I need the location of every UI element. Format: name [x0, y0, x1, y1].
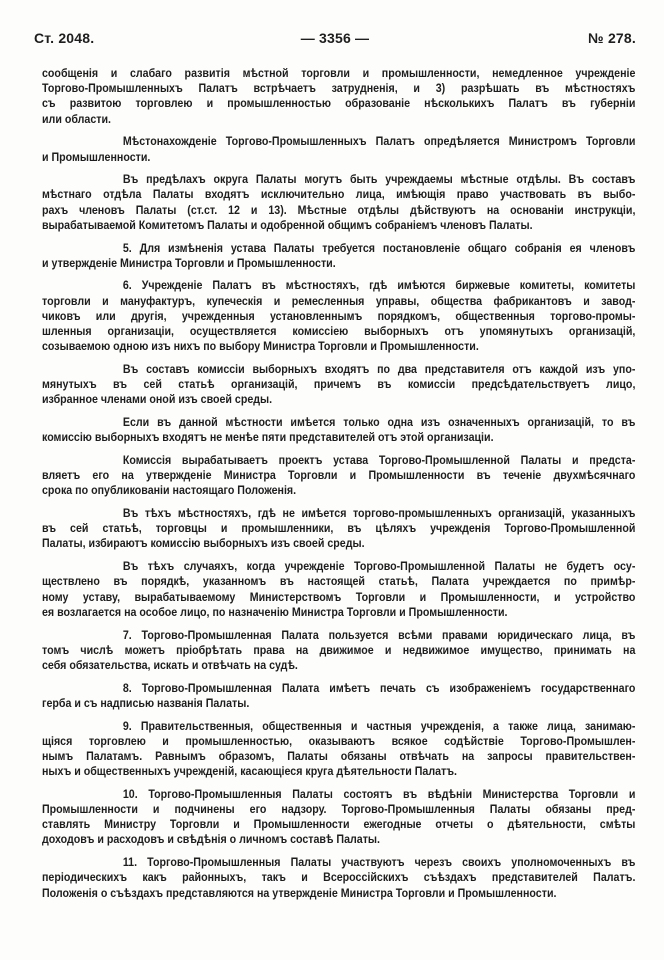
text-line: мянутыхъ въ сей статьѣ организацій, причемъ въ комиссіи предсѣдательствуетъ лицо,	[42, 377, 636, 392]
text-line: въ сей статьѣ, торговцы и промышленники, въ цѣляхъ учрежденія Торгово-Промышленной	[42, 521, 636, 536]
text-line: Промышленности и подчинены его надзору. Торгово-Промышленныя Палаты обязаны пред-	[42, 802, 636, 817]
text-line: доходовъ и расходовъ и свѣдѣнія о личномъ составѣ Палаты.	[42, 832, 380, 847]
text-line: ныхъ и общественныхъ учрежденій, касающіеся круга дѣятельности Палатъ.	[42, 764, 457, 779]
paragraph	[42, 855, 635, 901]
text-line: нымъ Палатамъ. Равнымъ образомъ, Палаты обязаны отвѣчать на запросы правительствен-	[42, 748, 636, 763]
text-line: себя обязательства, искать и отвѣчать на судѣ.	[42, 657, 298, 672]
paragraph	[42, 681, 635, 711]
text-line: Палаты, избираютъ комиссію выборныхъ изъ своей среды.	[42, 536, 365, 551]
text-line: ея возлагается на особое лицо, по назначенію Министра Торговли и Промышленности.	[42, 604, 508, 619]
text-line: Въ составъ комиссіи выборныхъ входятъ по два представителя отъ каждой изъ упо-	[122, 361, 636, 376]
text-line: шленныя организаціи, осуществляется комиссіею выборныхъ отъ упомянутыхъ организацій,	[42, 324, 636, 339]
text-line: чиковъ или другія, учрежденныя установленнымъ порядкомъ, общественныя торгово-промы-	[42, 308, 636, 323]
text-line: Въ тѣхъ мѣстностяхъ, гдѣ не имѣется торгово-промышленныхъ организацій, указанныхъ	[122, 506, 636, 521]
text-line: сообщенія и слабаго развитія мѣстной торговли и промышленности, немедленное учрежденіе	[42, 66, 636, 80]
paragraph	[42, 559, 635, 620]
paragraph	[42, 787, 635, 848]
text-line: ному уставу, вырабатываемому Министерствомъ Торговли и Промышленности, и устройство	[42, 589, 636, 604]
paragraph	[42, 628, 635, 674]
text-line: и Промышленности.	[42, 149, 151, 164]
paragraph	[42, 453, 635, 499]
text-line: вляетъ его на утвержденіе Министра Торговли и Промышленности въ теченіе двухмѣсячнаго	[42, 468, 636, 483]
text-line: Положенія о съѣздахъ представляются на утвержденіе Министра Торговли и Промышленности.	[42, 885, 557, 900]
text-line: вырабатываемой Комитетомъ Палаты и одобренной общимъ собраніемъ членовъ Палаты.	[42, 217, 533, 232]
text-line: ставлять Министру Торговли и Промышленности ежегодные отчеты о дѣятельности, смѣты	[42, 817, 636, 832]
text-line: періодическихъ какъ районныхъ, такъ и Всероссійскихъ съѣздахъ представителей Палатъ.	[42, 870, 636, 885]
text-line: созываемою одною изъ нихъ по выбору Министра Торговли и Промышленности.	[42, 339, 479, 354]
text-line: 8. Торгово-Промышленная Палата имѣетъ печать съ изображеніемъ государственнаго	[122, 680, 636, 695]
text-line: щіяся торговлею и промышленностью, оказываютъ всякое содѣйствіе Торгово-Промышлен-	[42, 733, 636, 748]
text-line: 6. Учрежденіе Палатъ въ мѣстностяхъ, гдѣ имѣются биржевые комитеты, комитеты	[122, 278, 636, 293]
text-line: 10. Торгово-Промышленныя Палаты состоятъ въ вѣдѣніи Министерства Торговли и	[122, 786, 636, 801]
paragraph	[42, 506, 635, 552]
text-line: или области.	[42, 111, 112, 126]
paragraph	[42, 66, 635, 127]
text-line: ществлено въ порядкѣ, указанномъ въ настоящей статьѣ, Палата учреждается по примѣр-	[42, 574, 636, 589]
paragraph	[42, 134, 635, 164]
text-line: Въ предѣлахъ округа Палаты могутъ быть учреждаемы мѣстные отдѣлы. Въ составъ	[122, 172, 636, 187]
text-line: 5. Для измѣненія устава Палаты требуется постановленіе общаго собранія ея членовъ	[122, 240, 636, 255]
text-line: съ развитою торговлею и промышленностью образованіе нѣсколькихъ Палатъ въ губерніи	[42, 96, 636, 111]
text-line: герба и съ надписью названія Палаты.	[42, 695, 250, 710]
page-header	[34, 30, 636, 52]
text-line: Въ тѣхъ случаяхъ, когда учрежденіе Торгово-Промышленной Палаты не будетъ осу-	[122, 559, 636, 574]
paragraph	[42, 719, 635, 780]
text-line: избранное членами оной изъ своей среды.	[42, 392, 273, 407]
body-text	[42, 66, 635, 908]
paragraph	[42, 241, 635, 271]
paragraph	[42, 172, 635, 233]
text-line: мѣстнаго отдѣла Палаты входятъ исключительно лица, имѣющія право участвовать въ выбо-	[42, 187, 636, 202]
text-line: и утвержденіе Министра Торговли и Промышленности.	[42, 255, 336, 270]
paragraph	[42, 415, 635, 445]
text-line: Комиссія вырабатываетъ проектъ устава Торгово-Промышленной Палаты и предста-	[122, 452, 636, 467]
text-line: торговли и мануфактуръ, купеческія и ремесленныя управы, общества фабрикантовъ и завод-	[42, 293, 636, 308]
text-line: комиссію выборныхъ входятъ не менѣе пяти представителей отъ этой организаціи.	[42, 430, 494, 445]
page-number: — 3356 —	[300, 30, 370, 46]
text-line: рахъ членовъ Палаты (ст.ст. 12 и 13). Мѣстные отдѣлы дѣйствуютъ на основаніи инструкціи,	[42, 202, 636, 217]
document-number: № 278.	[588, 30, 636, 46]
paragraph	[42, 278, 635, 354]
text-line: срока по опубликованіи настоящаго Положенія.	[42, 483, 297, 498]
text-line: 7. Торгово-Промышленная Палата пользуется всѣми правами юридическаго лица, въ	[122, 627, 636, 642]
text-line: 11. Торгово-Промышленныя Палаты участвуютъ черезъ своихъ уполномоченныхъ въ	[122, 855, 636, 870]
text-line: Торгово-Промышленныхъ Палатъ встрѣчаетъ затрудненія, и 3) разрѣшать въ мѣстностяхъ	[42, 81, 636, 96]
text-line: томъ числѣ можетъ пріобрѣтать права на движимое и недвижимое имущество, принимать на	[42, 642, 636, 657]
text-line: Мѣстонахожденіе Торгово-Промышленныхъ Палатъ опредѣляется Министромъ Торговли	[122, 134, 636, 149]
paragraph	[42, 362, 635, 408]
text-line: 9. Правительственныя, общественныя и частныя учрежденія, а также лица, занимаю-	[122, 718, 636, 733]
text-line: Если въ данной мѣстности имѣется только одна изъ означенныхъ организацій, то въ	[122, 415, 636, 430]
article-number: Ст. 2048.	[34, 30, 95, 46]
